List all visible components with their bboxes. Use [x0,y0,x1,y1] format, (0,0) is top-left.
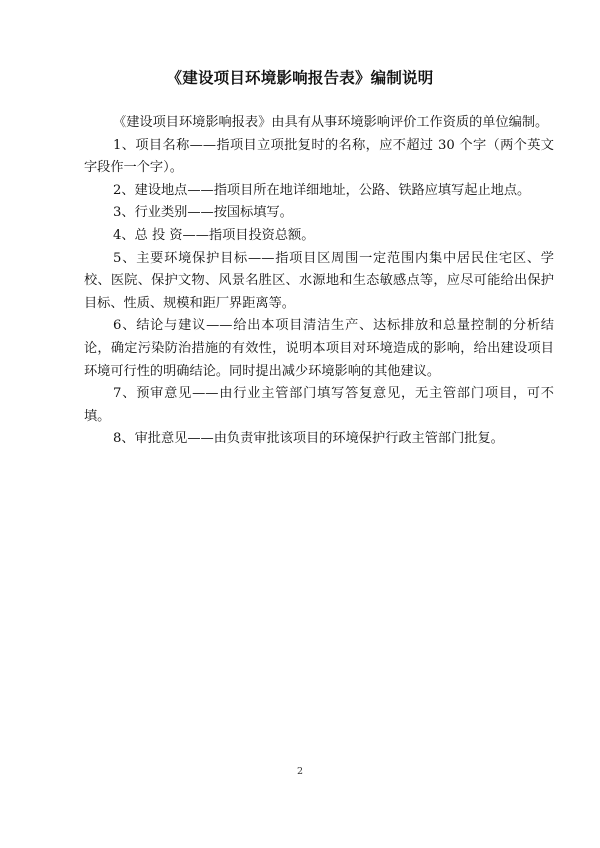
intro-paragraph: 《建设项目环境影响报表》由具有从事环境影响评价工作资质的单位编制。 [113,115,549,130]
item-pre-review: 7、预审意见——由行业主管部门填写答复意见，无主管部门项目，可不填。 [84,386,554,424]
page-number: 2 [296,766,304,777]
item-total-investment: 4、总 投 资——指项目投资总额。 [113,227,315,243]
page-title: 《建设项目环境影响报告表》编制说明 [166,69,434,87]
item-protection-targets: 5、主要环境保护目标——指项目区周围一定范围内集中居民住宅区、学校、医院、保护文物、风景名胜区、水源地和生态敏感点等，应尽可能给出保护目标、性质、规模和距厂界距离等。 [84,250,554,311]
instructions-body [84,112,554,451]
item-conclusions: 6、结论与建议——给出本项目清洁生产、达标排放和总量控制的分析结论，确定污染防治措施的有效性，说明本项目对环境造成的影响，给出建设项目环境可行性的明确结论。同时提出减少环境影响的其他建议。 [84,318,554,379]
item-industry-category: 3、行业类别——按国标填写。 [113,205,293,221]
item-project-name: 1、项目名称——指项目立项批复时的名称，应不超过 30 个字（两个英文字段作一个字）。 [84,137,554,176]
item-construction-site: 2、建设地点——指项目所在地详细地址，公路、铁路应填写起止地点。 [113,182,531,198]
item-approval: 8、审批意见——由负责审批该项目的环境保护行政主管部门批复。 [113,431,504,447]
